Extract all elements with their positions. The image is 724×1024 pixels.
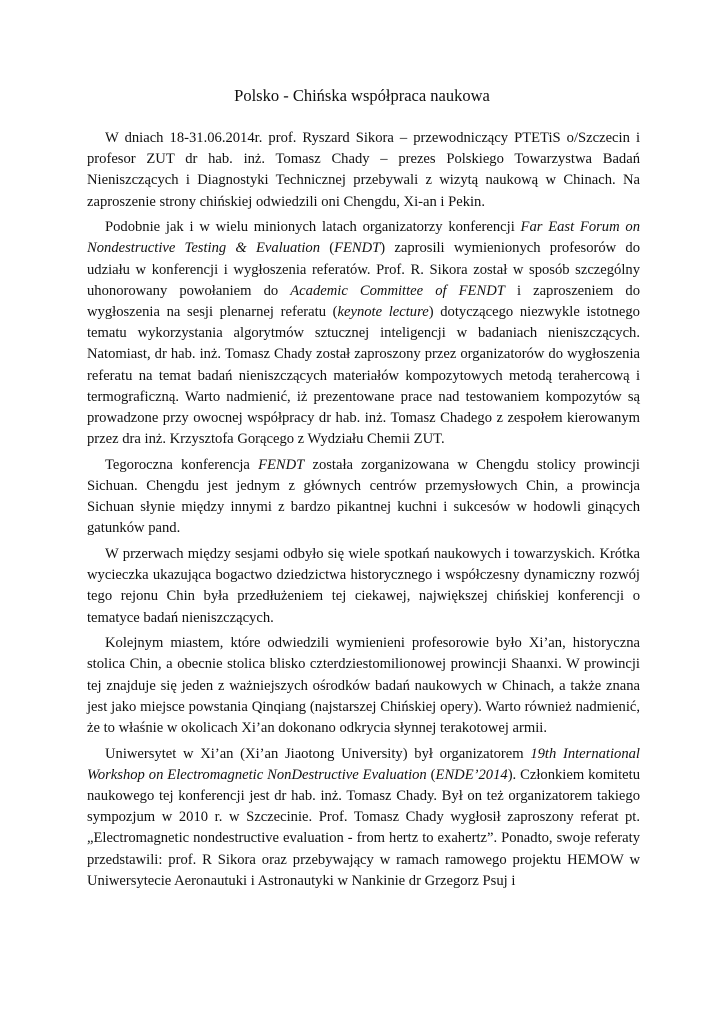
text-run: została zorganizowana w Chengdu stolicy prowincji Sichuan. Chengdu jest jednym z głównych centrów przemysłowych Chin, a prowincja Sichuan słynie między innymi z bardzo pikantnej kuchni i sukcesów w hodowli ginących gatunków pand. xyxy=(87,456,640,537)
text-run: Uniwersytet w Xi’an (Xi’an Jiaotong University) był organizatorem xyxy=(105,745,531,762)
paragraph xyxy=(87,544,640,629)
italic-text-run: 19th International Workshop on Electromagnetic NonDestructive Evaluation xyxy=(87,745,640,783)
text-run: W dniach 18-31.06.2014r. prof. Ryszard Sikora – przewodniczący PTETiS o/Szczecin i profesor ZUT dr hab. inż. Tomasz Chady – prezes Polskiego Towarzystwa Badań Nieniszczących i Diagnostyki Technicznej przebywali z wizytą naukową w Chinach. Na zaproszenie strony chińskiej odwiedzili oni Chengdu, Xi-an i Pekin. xyxy=(87,130,640,210)
document-body xyxy=(87,128,640,892)
paragraph xyxy=(87,128,640,213)
italic-text-run: ENDE’2014 xyxy=(435,766,508,783)
paragraph xyxy=(87,744,640,892)
text-run: ( xyxy=(426,766,436,783)
paragraph xyxy=(87,633,640,739)
italic-text-run: keynote lecture xyxy=(337,304,429,321)
text-run: Kolejnym miastem, które odwiedzili wymienieni profesorowie było Xi’an, historyczna stolica Chin, a obecnie stolica blisko czterdziestomilionowej prowincji Shaanxi. W prowincji tej znajduje się jeden z ważniejszych ośrodków badań naukowych w Chinach, a także znana jest jako miejsce powstania Qinqiang (najstarszej Chińskiej opery). Warto również nadmienić, że to właśnie w okolicach Xi’an dokonano odkrycia słynnej terakotowej armii. xyxy=(87,635,640,737)
text-run: ). Członkiem komitetu naukowego tej konferencji jest dr hab. inż. Tomasz Chady. Był on też organizatorem takiego sympozjum w 2010 r. w Szczecinie. Prof. Tomasz Chady wygłosił zaproszony referat pt. „Electromagnetic nondestructive evaluation - from hertz to exahertz”. Ponadto, swoje referaty przedstawili: prof. R Sikora oraz przebywający w ramach ramowego projektu HEMOW w Uniwersytecie Aeronautuki i Astronautyki w Nankinie dr Grzegorz Psuj i xyxy=(87,766,640,889)
text-run: Podobnie jak i w wielu minionych latach organizatorzy konferencji xyxy=(105,219,521,236)
italic-text-run: Far East Forum on Nondestructive Testing & Evaluation xyxy=(87,219,640,257)
italic-text-run: FENDT xyxy=(258,456,305,473)
italic-text-run: Academic Committee of FENDT xyxy=(290,282,505,299)
paragraph xyxy=(87,217,640,450)
text-run: W przerwach między sesjami odbyło się wiele spotkań naukowych i towarzyskich. Krótka wycieczka ukazująca bogactwo dziedzictwa historycznego i współczesny dynamiczny rozwój tego rejonu Chin była przedłużeniem tej ciekawej, największej chińskiej konferencji o tematyce badań nieniszczących. xyxy=(87,546,640,626)
paragraph xyxy=(87,455,640,540)
text-run: ) dotyczącego niezwykle istotnego tematu wykorzystania algorytmów sztucznej inteligencji w badaniach nieniszczących. Natomiast, dr hab. inż. Tomasz Chady został zaproszony przez organizatorów do wygłoszenia referatu na temat badań nieniszczących materiałów kompozytowych metodą terahercową i termograficzną. Warto nadmienić, iż prezentowane prace nad testowaniem kompozytów są prowadzone przy owocnej współpracy dr hab. inż. Tomasz Chadego z zespołem kierowanym przez dra inż. Krzysztofa Gorącego z Wydziału Chemii ZUT. xyxy=(87,304,640,448)
text-run: ( xyxy=(320,240,335,257)
text-run: Tegoroczna konferencja xyxy=(105,456,259,473)
text-run: ) zaprosili wymienionych profesorów do udziału w konferencji i wygłoszenia referatów. Prof. R. Sikora został w sposób szczególny uhonorowany powołaniem do xyxy=(87,240,641,299)
italic-text-run: FENDT xyxy=(334,240,381,257)
text-run: i zaproszeniem do wygłoszenia na sesji plenarnej referatu ( xyxy=(87,282,641,321)
document-title: Polsko - Chińska współpraca naukowa xyxy=(234,86,490,105)
